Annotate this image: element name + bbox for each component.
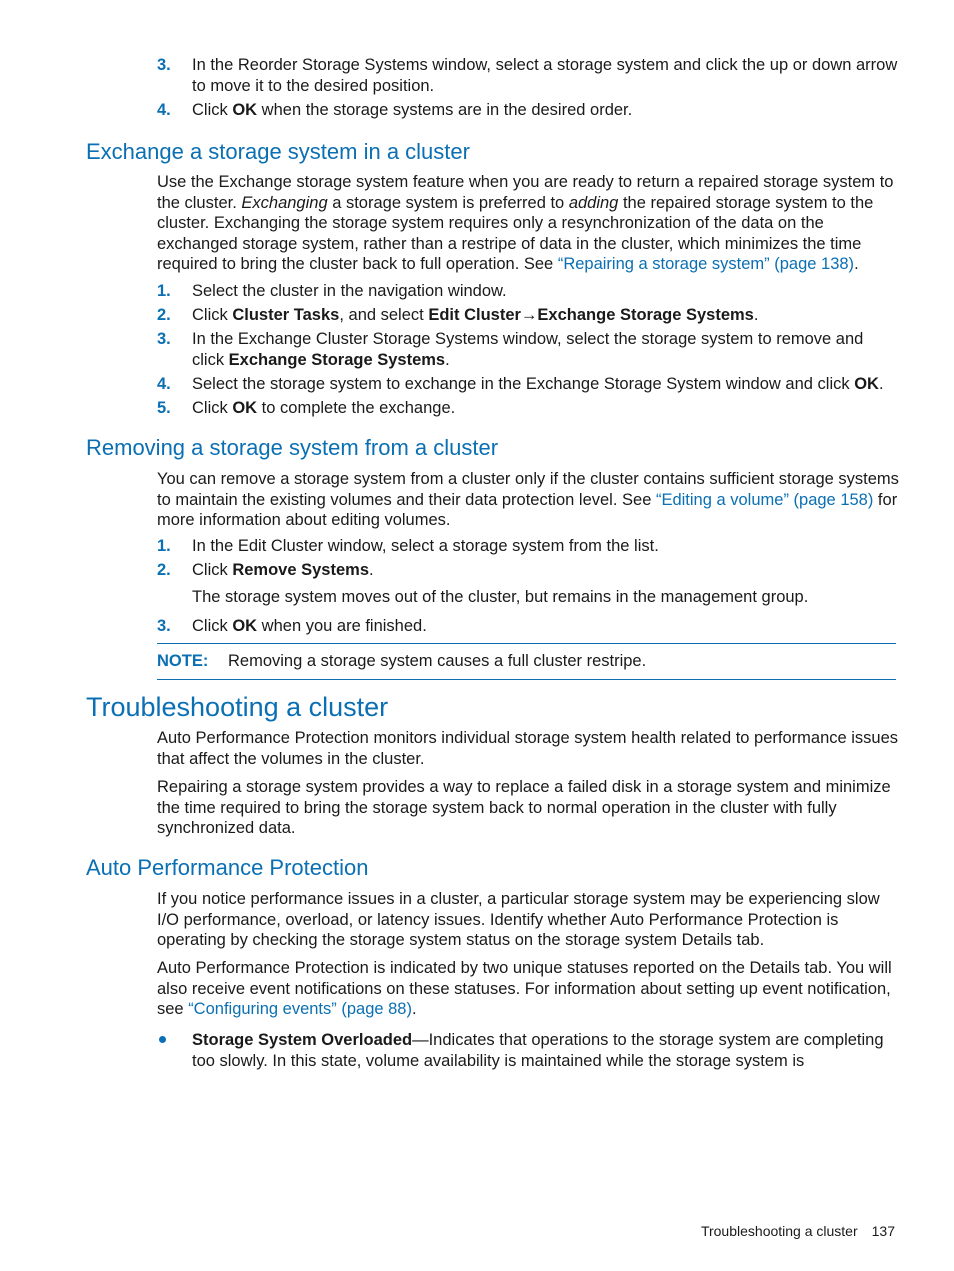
removing-heading: Removing a storage system from a cluster [86, 435, 499, 460]
exchange-heading: Exchange a storage system in a cluster [86, 139, 470, 164]
removing-step-2-result [157, 587, 899, 608]
troubleshooting-p2: Repairing a storage system provides a way to replace a failed disk in a storage system and minimize the time required to bring the storage system back to normal operation in the cluster with fully synchronized data. [157, 778, 891, 838]
exchange-step-5 [157, 398, 899, 419]
step-text: Click OK to complete the exchange. [192, 399, 456, 417]
exchange-step-1 [157, 281, 899, 302]
step-text: Select the cluster in the navigation window. [192, 282, 507, 300]
bullet-storage-overloaded [157, 1030, 899, 1071]
note-text: Removing a storage system causes a full cluster restripe. [228, 652, 647, 670]
auto-perf-heading: Auto Performance Protection [86, 855, 369, 880]
note-box [157, 643, 896, 680]
step-number: 2. [157, 306, 171, 324]
auto-perf-p2: Auto Performance Protection is indicated by two unique statuses reported on the Details tab. You will also receive event notifications on these statuses. For information about setting up event notification, see “Configuring events” (page 88). [157, 959, 892, 1019]
exchange-step-4 [157, 374, 899, 395]
step-number: 3. [157, 330, 171, 348]
step-number: 5. [157, 399, 171, 417]
auto-perf-p1: If you notice performance issues in a cluster, a particular storage system may be experiencing slow I/O performance, overload, or latency issues. Identify whether Auto Performance Protection is operating by checking the storage system status on the storage system Details tab. [157, 890, 880, 950]
removing-step-1 [157, 536, 899, 557]
step-number: 4. [157, 101, 171, 119]
step-number: 2. [157, 561, 171, 579]
removing-step-3 [157, 616, 899, 637]
troubleshooting-heading: Troubleshooting a cluster [86, 692, 389, 722]
step-number: 1. [157, 282, 171, 300]
step-result-text: The storage system moves out of the cluster, but remains in the management group. [192, 588, 809, 606]
step-number: 3. [157, 617, 171, 635]
step-number: 4. [157, 375, 171, 393]
page-footer [701, 1223, 895, 1239]
step-text: In the Exchange Cluster Storage Systems window, select the storage system to remove and click Exchange Storage Systems. [192, 330, 864, 369]
step-number: 1. [157, 537, 171, 555]
footer-title: Troubleshooting a cluster [700, 1223, 858, 1239]
step-text: Click OK when the storage systems are in the desired order. [192, 101, 633, 119]
repairing-storage-system-link[interactable]: “Repairing a storage system” (page 138) [557, 255, 855, 274]
configuring-events-link[interactable]: “Configuring events” (page 88) [188, 1000, 412, 1019]
exchange-step-2 [157, 305, 899, 326]
top-step-4 [157, 100, 899, 121]
step-text: In the Edit Cluster window, select a storage system from the list. [192, 537, 659, 555]
top-step-3 [157, 55, 899, 96]
page-number: 137 [871, 1223, 895, 1239]
exchange-intro: Use the Exchange storage system feature when you are ready to return a repaired storage system to the cluster. Exchanging a storage system is preferred to adding the repaired storage system to the cluster. Exchanging the storage system requires only a resynchronization of the data on the exchanged storage system, rather than a restripe of data in the cluster, which minimizes the time required to bring the cluster back to full operation. See “Repairing a storage system” (page 138). [157, 173, 894, 274]
removing-step-2 [157, 560, 899, 581]
step-text: Click OK when you are finished. [192, 617, 427, 635]
bullet-text: Storage System Overloaded—Indicates that operations to the storage system are completing too slowly. In this state, volume availability is maintained while the storage system is [192, 1031, 884, 1070]
step-number: 3. [157, 56, 171, 74]
step-text: In the Reorder Storage Systems window, select a storage system and click the up or down arrow to move it to the desired position. [192, 56, 898, 95]
exchange-step-3 [157, 329, 899, 370]
step-text: Select the storage system to exchange in the Exchange Storage System window and click OK. [192, 375, 884, 393]
editing-volume-link[interactable]: “Editing a volume” (page 158) [655, 490, 874, 509]
step-text: Click Remove Systems. [192, 561, 374, 579]
note-label: NOTE: [157, 652, 209, 670]
step-text: Click Cluster Tasks, and select Edit Cluster→Exchange Storage Systems. [192, 306, 759, 324]
troubleshooting-p1: Auto Performance Protection monitors individual storage system health related to performance issues that affect the volumes in the cluster. [157, 729, 899, 768]
removing-intro: You can remove a storage system from a cluster only if the cluster contains sufficient storage systems to maintain the existing volumes and their data protection level. See “Editing a volume” (page 158) for more information about editing volumes. [157, 470, 899, 530]
